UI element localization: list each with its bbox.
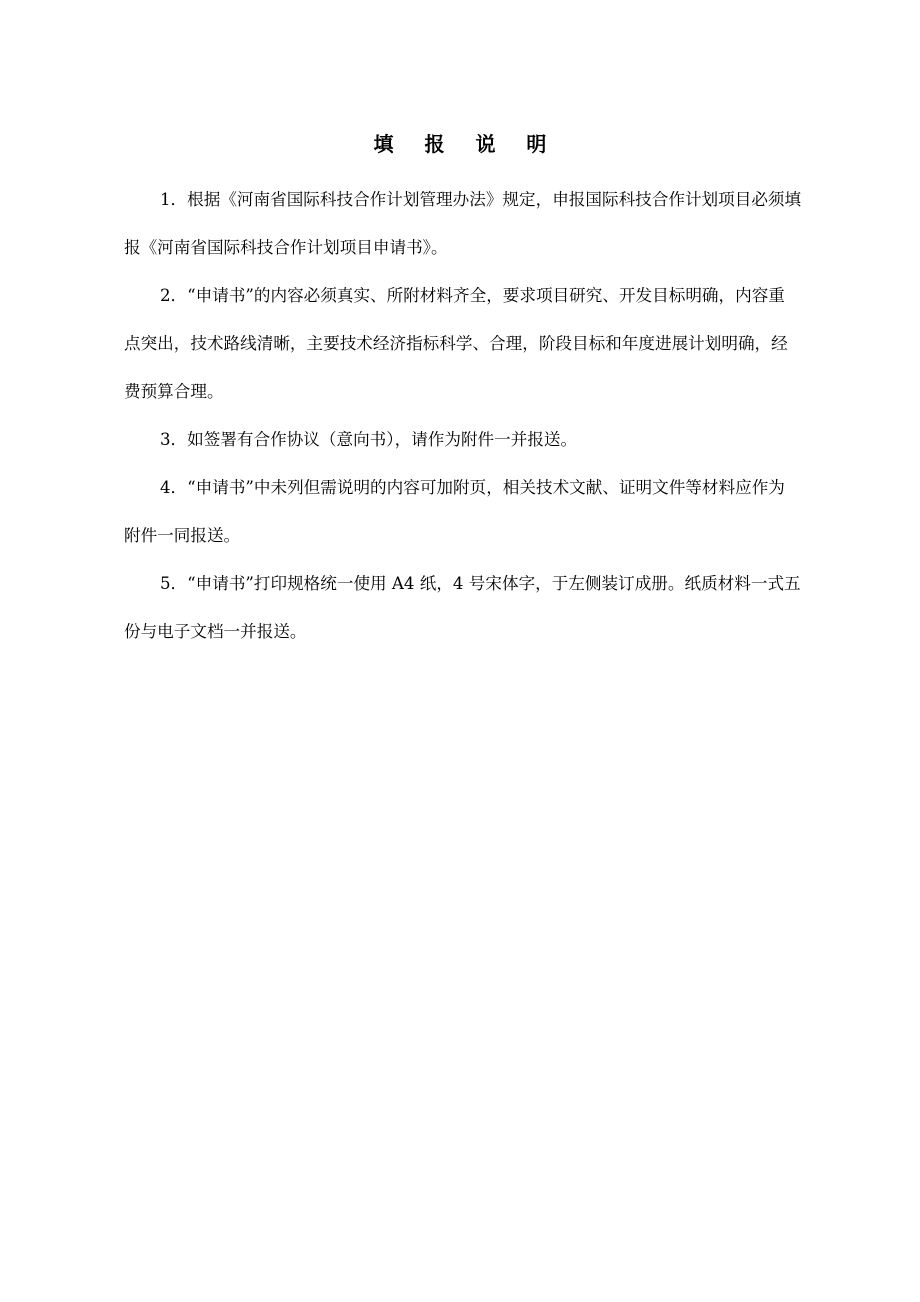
page-title: 填 报 说 明 [373,132,559,156]
instruction-2-line-3: 费预算合理。 [124,382,224,401]
instruction-1-line-1: 1．根据《河南省国际科技合作计划管理办法》规定，申报国际科技合作计划项目必须填 [160,190,802,209]
instruction-5-line-2: 份与电子文档一并报送。 [124,622,307,641]
instruction-5-line-1: 5．“申请书”打印规格统一使用 A4 纸，4 号宋体字，于左侧装订成册。纸质材料一式五 [160,574,801,593]
instruction-item-3 [88,416,834,464]
instruction-item-4 [88,464,834,560]
instruction-2-line-1: 2．“申请书”的内容必须真实、所附材料齐全，要求项目研究、开发目标明确，内容重 [160,286,785,305]
instruction-item-1 [88,176,834,272]
instruction-4-line-1: 4．“申请书”中未列但需说明的内容可加附页，相关技术文献、证明文件等材料应作为 [160,478,785,497]
instruction-3-line-1: 3．如签署有合作协议（意向书），请作为附件一并报送。 [160,430,578,449]
instruction-2-line-2: 点突出，技术路线清晰，主要技术经济指标科学、合理，阶段目标和年度进展计划明确，经 [124,334,788,353]
instructions-body [88,176,834,656]
instruction-item-5 [88,560,834,656]
instruction-4-line-2: 附件一同报送。 [124,526,241,545]
instruction-item-2 [88,272,834,416]
instruction-1-line-2: 报《河南省国际科技合作计划项目申请书》。 [124,238,448,257]
